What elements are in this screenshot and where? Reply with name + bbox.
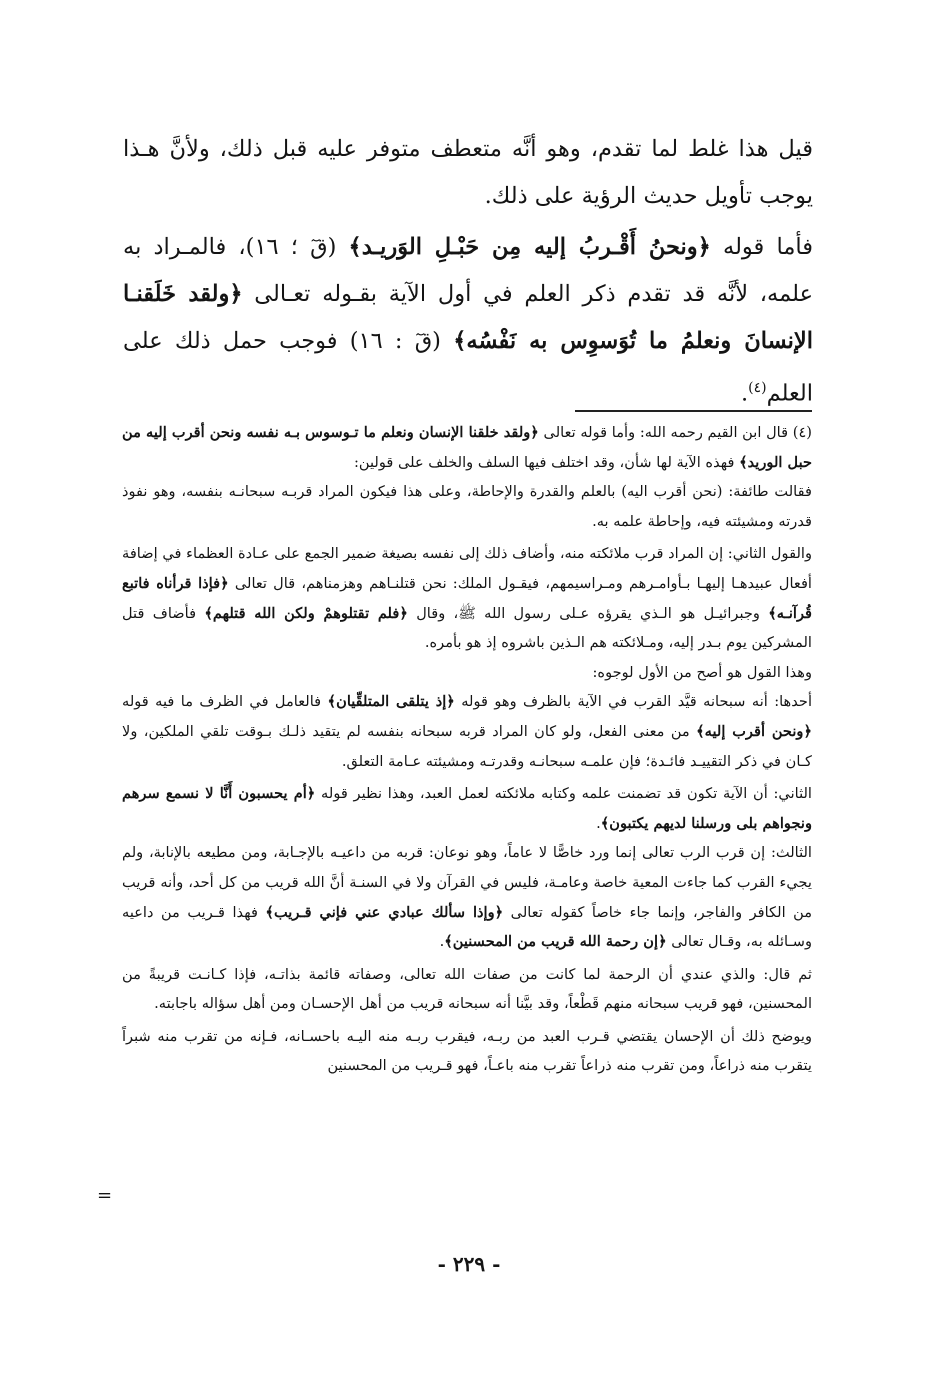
quran-verse: ﴿ونحن أقرب إليه﴾ (696, 722, 813, 740)
footnote-text: فهذا قـريب من داعيه وسـائله به، وقـال تعالى (122, 903, 812, 951)
footnote-text: ويوضح ذلك أن الإحسان يقتضي قـرب العبد من ربـه، فيقرب ربـه منه اليـه باحسـانه، فـإنه من تقرب منه شبراً يتقرب منه ذراعاً، ومن تقرب منه ذراعاً تقرب منه باعـاً، فهو قـريب من المحسنين (122, 1027, 812, 1075)
continuation-mark: = (97, 1185, 113, 1206)
footnote-text: فالعامل في الظرف ما فيه قوله (122, 693, 328, 711)
footnote-block (122, 418, 812, 1081)
footnote-paragraph (122, 838, 812, 956)
footnote-text: (٤) قال ابن القيم رحمه الله: وأما قوله تعالى (538, 424, 812, 441)
footnote-text: وجبرائيـل هو الـذي يقرؤه عـلى رسول الله ﷺ، وقال (407, 604, 769, 622)
footnote-text: فأضاف قتل المشركين يوم بـدر إليه، ومـلائكته هم الـذين باشروه إذ هو بأمره. (122, 604, 812, 652)
page-number: - ٢٢٩ - (437, 1252, 501, 1276)
footnote-paragraph (122, 418, 812, 477)
footnote-paragraph (122, 960, 812, 1019)
main-paragraph-1 (123, 126, 813, 220)
footnote-paragraph (122, 658, 812, 688)
footnote-text: الثاني: أن الآية تكون قد تضمنت علمه وكتابه ملائكته لعمل العبد، وهذا نظير قوله (315, 785, 812, 803)
main-text (123, 126, 813, 418)
footnote-paragraph (122, 539, 812, 657)
footnote-text: . (439, 933, 445, 951)
footnote-text: وهذا القول هو أصح من الأول لوجوه: (592, 663, 812, 681)
quran-verse: ﴿أم يحسبون أَنَّا لا نسمع سرهم ونجواهم بلى ورسلنا لديهم يكتبون﴾ (122, 785, 812, 832)
quran-verse: ﴿إن رحمة الله قريب من المحسنين﴾ (444, 933, 667, 951)
main-paragraph-1-text: قيل هذا غلط لما تقدم، وهو أنَّه متعطف متوفر عليه قبل ذلك، ولأنَّ هـذا يوجب تأويل حديث الرؤية على ذلك. (123, 136, 813, 209)
quran-verse: ﴿فلم تقتلوهمْ ولكن الله قتلهم﴾ (204, 604, 408, 622)
main-paragraph-2-text-b: (قٓ ؛ ١٦)، فالمـراد به علمه، لأنَّه قد تقدم ذكر العلم في أول الآية بقـوله تعـالى (123, 234, 813, 307)
main-paragraph-2-text-c: (قٓ : ١٦) فوجب حمل ذلك على العلم (123, 328, 813, 407)
footnote-text: والقول الثاني: إن المراد قرب ملائكته منه، وأضاف ذلك إلى نفسه بصيغة ضمير الجمع على عـادة العظماء في إضافة أفعال عبيدهـا إليهـا بـأوامـرهم ومـراسيمهم، فيقـول الملك: نحن قتلنـاهم وهزمناهم، قال تعالى (122, 545, 812, 592)
footnote-reference: (٤) (748, 380, 767, 396)
footnote-paragraph (122, 779, 812, 838)
footnote-text: الثالث: إن قرب الرب تعالى إنما ورد خاصًّا لا عاماً، وهو نوعان: قربه من داعيـه بالإجـابة، ومن مطيعه بالإنابة، ولم يجيء القرب كما جاءت المعية خاصة وعامـة، فليس في القرآن ولا في السنـة أنَّ الله قريب من كل أحد، وأنه قريب من الكافر والفاجر، وإنما جاء خاصاً كقوله تعالى (122, 844, 813, 921)
footnote-paragraph (122, 1022, 812, 1081)
footnote-paragraph (122, 477, 812, 536)
main-paragraph-2-text-a: فأما قوله (710, 234, 813, 260)
footnote-text: . (596, 814, 601, 832)
footnote-text: من معنى الفعل، ولو كان المراد قربه سبحانه بنفسه لم يتقيد ذلـك بـوقت تلقي الملكين، ولا كـان في ذكر التقييـد فائـدة؛ فإن علمـه سبحانـه وقدرتـه ومشيئته عـامة التعلق. (122, 722, 812, 770)
footnote-text: أحدها: أنه سبحانه قيَّد القرب في الآية بالظرف وهو قوله (454, 693, 812, 711)
footnote-separator (575, 410, 812, 412)
footnote-paragraph (122, 687, 812, 776)
quran-verse: ﴿ولقد خَلَقنـا الإنسانَ ونعلمُ ما تُوَسوِس به نَفْسُه﴾ (123, 281, 813, 354)
quran-verse: ﴿ونحنُ أَقْـربُ إليه مِن حَبْـلِ الوَريـد﴾ (348, 234, 711, 260)
footnote-text: فقالت طائفة: (نحن أقرب اليه) بالعلم والقدرة والإحاطة، وعلى هذا فيكون المراد قربـه سبحانـه بنفسه، وهو نفوذ قدرته ومشيئته فيه، وإحاطة علمه به. (122, 483, 812, 530)
footnote-text: ثم قال: والذي عندي أن الرحمة لما كانت من صفات الله تعالى، وصفاته قائمة بذاتـه، فإذا كـانـت قريبةً من المحسنين، فهو قريب سبحانه منهم قَطْعاً، وقد بيَّنا أنه سبحانه قريب من أهل الإحسـان ومن أهل سؤاله باجابته. (122, 965, 812, 1013)
quran-verse: ﴿إذ يتلقى المتلقِّيان﴾ (327, 693, 455, 711)
quran-verse: ﴿وإذا سألك عبادي عني فإني قـريب﴾ (265, 903, 504, 921)
main-paragraph-2 (123, 224, 813, 418)
footnote-text: فهذه الآية لها شأن، وقد اختلف فيها السلف والخلف على قولين: (353, 453, 740, 471)
quran-verse: ﴿فإذا قرأناه فاتبع قُرآنـه﴾ (122, 574, 813, 622)
quran-verse: ﴿ولقد خلقنا الإنسان ونعلم ما تـوسوس بـه نفسه ونحن أقرب إليه من حبل الوريد﴾ (122, 424, 812, 471)
main-paragraph-2-text-d: . (740, 380, 749, 407)
